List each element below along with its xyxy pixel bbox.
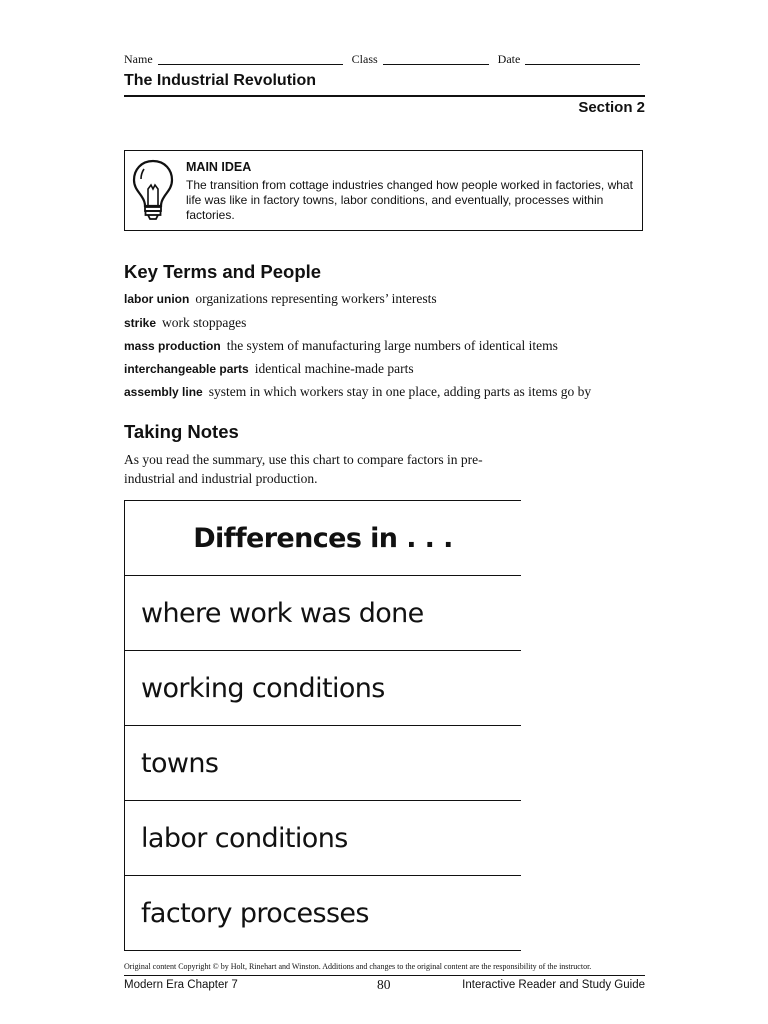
- main-idea-heading: MAIN IDEA: [186, 160, 252, 174]
- taking-notes-heading: Taking Notes: [124, 421, 239, 442]
- chapter-title: The Industrial Revolution: [124, 72, 317, 89]
- chart-row-label: towns: [125, 726, 522, 801]
- key-term: mass production: [124, 339, 221, 353]
- class-field[interactable]: [383, 52, 489, 65]
- differences-chart: [124, 500, 521, 951]
- key-term-definition: organizations representing workers’ interests: [195, 291, 437, 306]
- worksheet-page: [124, 0, 645, 1024]
- key-term: interchangeable parts: [124, 362, 249, 376]
- footer-chapter: Modern Era Chapter 7: [124, 979, 238, 991]
- key-term-definition: system in which workers stay in one place, adding parts as items go by: [208, 384, 592, 399]
- date-label: Date: [497, 52, 521, 66]
- key-term-item: [124, 384, 591, 400]
- name-label: Name: [124, 52, 153, 66]
- taking-notes-instructions: As you read the summary, use this chart to compare factors in pre-industrial and industrial production.: [124, 452, 483, 486]
- copyright-notice: Original content Copyright © by Holt, Rinehart and Winston. Additions and changes to the original content are the responsibility of the instructor.: [124, 962, 592, 971]
- key-term-item: [124, 338, 558, 354]
- date-field[interactable]: [525, 52, 640, 65]
- section-label: Section 2: [578, 99, 645, 116]
- key-term: labor union: [124, 292, 190, 306]
- chart-header: Differences in . . .: [125, 501, 522, 576]
- key-terms-heading: Key Terms and People: [124, 261, 322, 282]
- chart-row: [125, 576, 522, 651]
- student-info-line: [124, 52, 645, 67]
- key-term-item: [124, 291, 437, 307]
- key-term-definition: work stoppages: [162, 315, 247, 330]
- page-number: 80: [377, 977, 391, 992]
- chart-row: [125, 651, 522, 726]
- lightbulb-icon: [131, 159, 175, 221]
- footer-divider: [124, 975, 645, 976]
- chart-row: [125, 726, 522, 801]
- key-term-item: [124, 361, 414, 377]
- header-divider: [124, 95, 645, 97]
- chart-row: [125, 801, 522, 876]
- chart-header-row: [125, 501, 522, 576]
- chart-row-label: where work was done: [125, 576, 522, 651]
- class-label: Class: [351, 52, 378, 66]
- key-term: strike: [124, 316, 157, 330]
- chart-row-label: factory processes: [125, 876, 522, 951]
- main-idea-text: The transition from cottage industries changed how people worked in factories, what life was like in factory towns, labor conditions, and eventually, processes within factories.: [186, 178, 633, 222]
- chart-row-label: labor conditions: [125, 801, 522, 876]
- chart-row-label: working conditions: [125, 651, 522, 726]
- key-term-definition: the system of manufacturing large numbers of identical items: [226, 338, 558, 353]
- footer-book-title: Interactive Reader and Study Guide: [462, 979, 645, 991]
- main-idea-box: [124, 150, 643, 231]
- key-term-definition: identical machine-made parts: [254, 361, 414, 376]
- chart-row: [125, 876, 522, 951]
- key-term-item: [124, 315, 246, 331]
- name-field[interactable]: [158, 52, 343, 65]
- key-term: assembly line: [124, 385, 203, 399]
